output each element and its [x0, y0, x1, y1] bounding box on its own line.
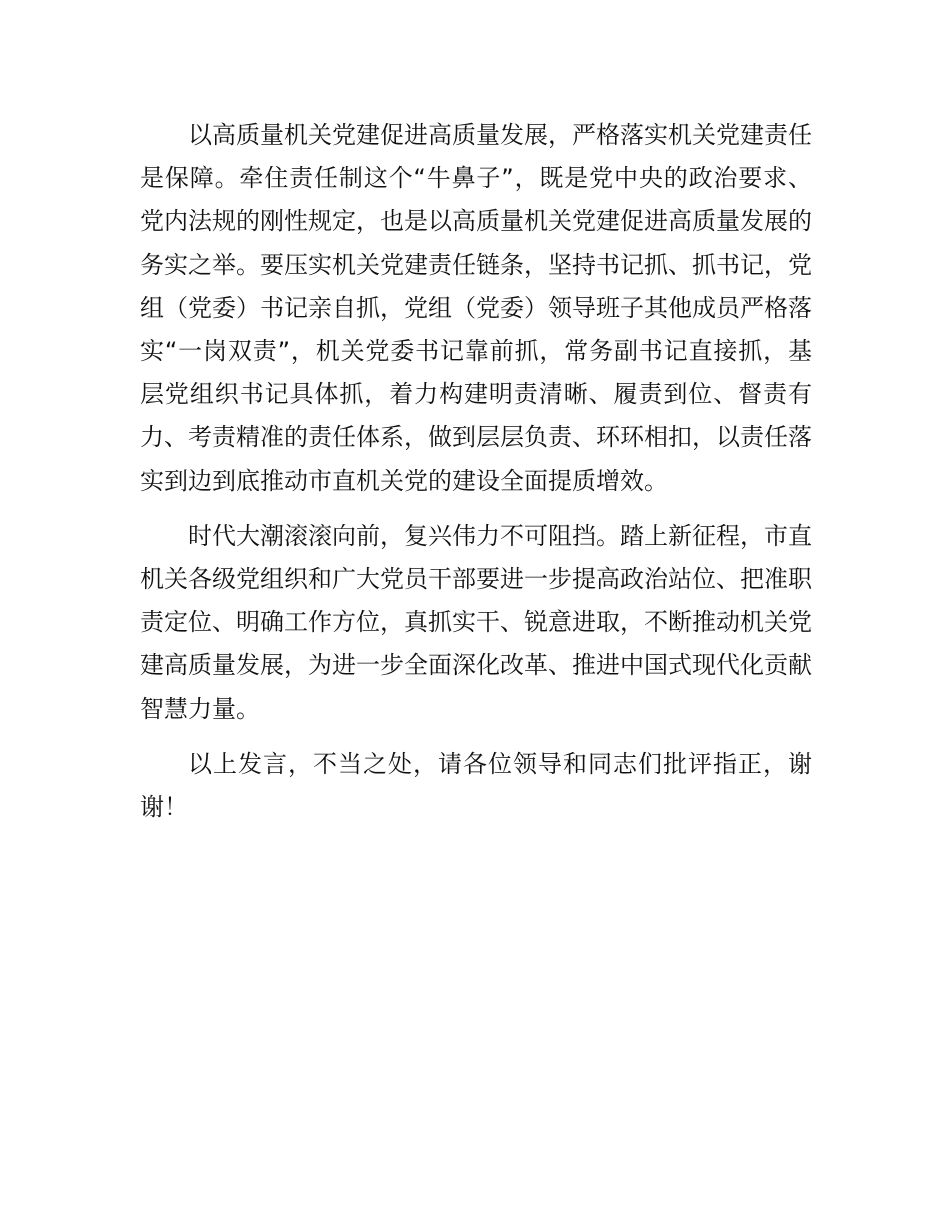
paragraph-new-journey: 时代大潮滚滚向前，复兴伟力不可阻挡。踏上新征程，市直机关各级党组织和广大党员干部要进一步提高政治站位、把准职责定位、明确工作方位，真抓实干、锐意进取，不断推动机关党建高质量发展，为进一步全面深化改革、推进中国式现代化贡献智慧力量。	[140, 521, 812, 723]
document-body	[140, 114, 812, 829]
paragraph-responsibility: 以高质量机关党建促进高质量发展，严格落实机关党建责任是保障。牵住责任制这个“牛鼻子”，既是党中央的政治要求、党内法规的刚性规定，也是以高质量机关党建促进高质量发展的务实之举。要压实机关党建责任链条，坚持书记抓、抓书记，党组（党委）书记亲自抓，党组（党委）领导班子其他成员严格落实“一岗双责”，机关党委书记靠前抓，常务副书记直接抓，基层党组织书记具体抓，着力构建明责清晰、履责到位、督责有力、考责精准的责任体系，做到层层负责、环环相扣，以责任落实到边到底推动市直机关党的建设全面提质增效。	[140, 121, 812, 495]
paragraph-closing: 以上发言，不当之处，请各位领导和同志们批评指正，谢谢！	[140, 749, 812, 822]
